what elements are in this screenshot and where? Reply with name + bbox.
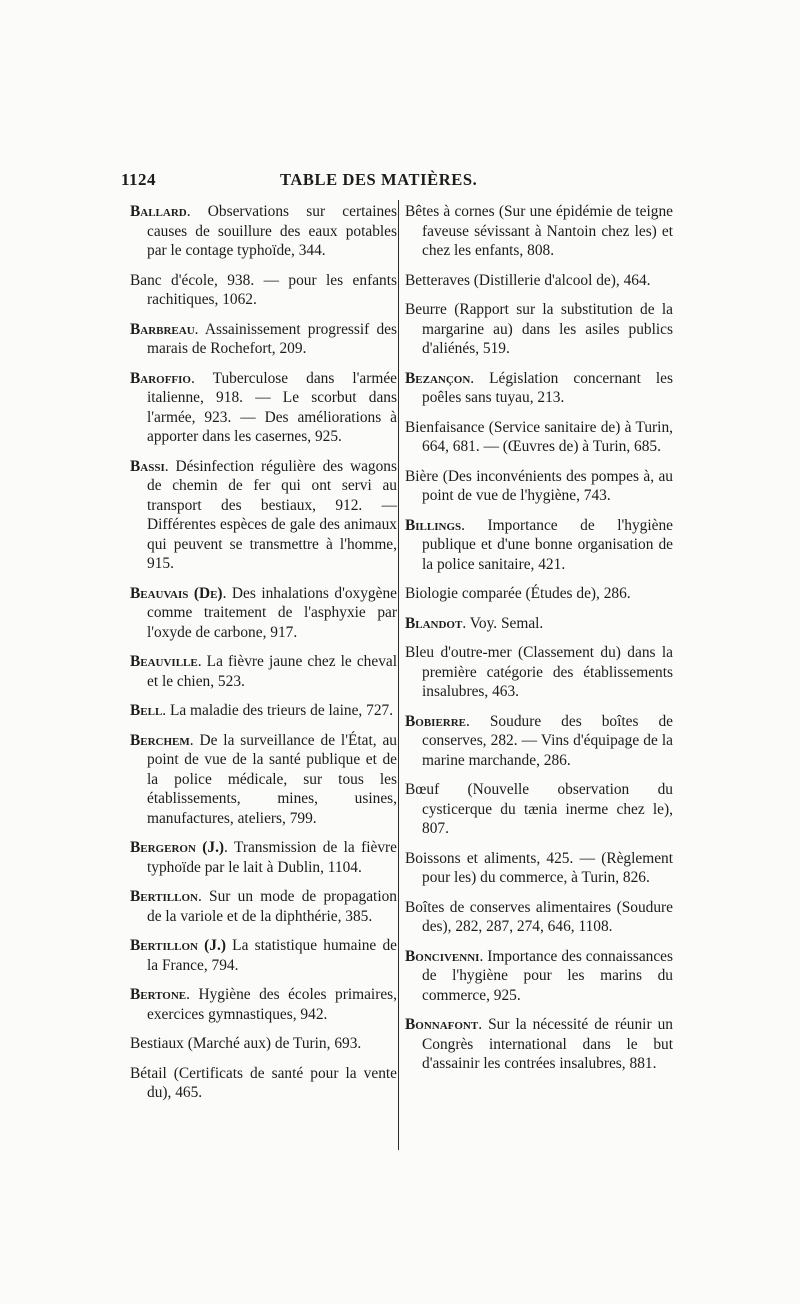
index-entry [405,584,673,604]
entry-text: Biologie comparée (Études de), 286. [405,585,631,602]
entry-text: Bœuf (Nouvelle observation du cysticerque du tænia inerme chez le), 807. [405,781,673,837]
index-entry [405,947,673,1006]
entry-headword: Bergeron (J.) [130,839,225,856]
entry-text: . Assainissement progressif des marais de Rochefort, 209. [147,320,397,357]
entry-headword: Boncivenni [405,947,480,965]
index-entry [130,985,397,1024]
entry-text: . Législation concernant les poêles sans tuyau, 213. [422,369,673,406]
index-entry [130,457,397,574]
index-entry [130,320,397,359]
entry-headword: Bertillon [130,888,198,905]
index-entry [405,849,673,888]
entry-text: . Sur un mode de propagation de la variole et de la diphthérie, 385. [147,888,397,925]
entry-text: Boissons et aliments, 425. — (Règlement pour les) du commerce, à Turin, 826. [405,849,673,886]
entry-text: Bêtes à cornes (Sur une épidémie de teigne faveuse sévissant à Nantoin chez les) et chez les enfants, 808. [405,203,673,259]
entry-text: Bleu d'outre-mer (Classement du) dans la première catégorie des établissements insalubres, 463. [405,644,673,700]
entry-text: . Importance de l'hygiène publique et d'une bonne organisation de la police sanitaire, 421. [422,516,673,573]
index-entry [130,701,397,721]
entry-text: . Transmission de la fièvre typhoïde par le lait à Dublin, 1104. [147,839,397,876]
entry-text: La statistique humaine de la France, 794. [147,937,398,974]
entry-text: . Importance des connaissances de l'hygiène pour les marins du commerce, 925. [422,947,673,1004]
entry-headword: Blandot [405,614,463,632]
index-entry [405,712,673,771]
index-entry [405,516,673,575]
entry-text: . Soudure des boîtes de conserves, 282. — Vins d'équipage de la marine marchande, 286. [422,712,673,769]
entry-text: . Sur la nécessité de réunir un Congrès international dans le but d'assainir les contrées insalubres, 881. [422,1016,673,1072]
index-entry [130,271,397,310]
index-entry [405,418,673,457]
entry-headword: Beauvais (De) [130,584,223,602]
index-entry [405,780,673,839]
index-entry [130,369,397,447]
index-entry [405,300,673,359]
entry-text: . De la surveillance de l'État, au point de vue de la santé publique et de la police médicale, sur tous les établissements, mines, usines, manufactures, ateliers, 799. [147,731,397,827]
entry-headword: Ballard [130,203,187,220]
index-entry [405,467,673,506]
index-entry [405,202,673,261]
entry-text: Bétail (Certificats de santé pour la vente du), 465. [130,1064,397,1101]
entry-text: Betteraves (Distillerie d'alcool de), 464. [405,271,651,289]
entry-headword: Bobierre [405,712,467,730]
running-head: TABLE DES MATIÈRES. [280,170,478,189]
entry-headword: Berchem [130,731,190,749]
index-entry [130,584,397,643]
index-entry [405,271,673,291]
index-entry [405,643,673,702]
entry-text: Boîtes de conserves alimentaires (Soudure des), 282, 287, 274, 646, 1108. [405,898,673,935]
index-entry [130,1064,397,1103]
index-entry [405,369,673,408]
entry-headword: Bell [130,702,163,719]
entry-text: Banc d'école, 938. — pour les enfants rachitiques, 1062. [130,271,397,308]
index-column-left [130,202,397,1113]
index-entry [130,1034,397,1054]
entry-headword: Billings [405,516,462,534]
entry-text: . Observations sur certaines causes de souillure des eaux potables par le contage typhoïde, 344. [147,203,397,259]
entry-text: . La maladie des trieurs de laine, 727. [162,702,394,719]
index-entry [405,614,673,634]
entry-headword: Bezançon [405,369,471,387]
entry-text: Bienfaisance (Service sanitaire de) à Turin, 664, 681. — (Œuvres de) à Turin, 685. [405,418,673,455]
index-entry [130,652,397,691]
entry-text: Bestiaux (Marché aux) de Turin, 693. [130,1035,362,1052]
entry-headword: Baroffio [130,369,191,387]
entry-text: . Voy. Semal. [462,614,544,632]
index-column-right [405,202,673,1084]
entry-text: . Désinfection régulière des wagons de chemin de fer qui ont servi au transport des bestiaux, 912. — Différentes espèces de gale des animaux qui peuvent se transmettre à l'homme, 915. [147,457,397,572]
index-entry [405,1015,673,1074]
entry-headword: Bertone [130,986,187,1003]
entry-text: . Des inhalations d'oxygène comme traitement de l'asphyxie par l'oxyde de carbone, 917. [147,584,397,641]
entry-headword: Bassi [130,457,165,475]
entry-text: Bière (Des inconvénients des pompes à, au point de vue de l'hygiène, 743. [405,467,673,504]
index-entry [130,731,397,829]
index-entry [130,838,397,877]
index-entry [405,898,673,937]
entry-text: . Hygiène des écoles primaires, exercices gymnastiques, 942. [147,986,397,1023]
index-entry [130,936,397,975]
entry-text: . La fièvre jaune chez le cheval et le chien, 523. [147,653,397,690]
index-entry [130,887,397,926]
entry-headword: Bonnafont [405,1016,479,1033]
index-entry [130,202,397,261]
entry-text: Beurre (Rapport sur la substitution de la margarine au) dans les asiles publics d'aliénés, 519. [405,301,673,357]
page-number: 1124 [121,170,157,189]
entry-headword: Barbreau [130,320,195,338]
entry-headword: Beauville [130,653,198,670]
entry-text: . Tuberculose dans l'armée italienne, 918. — Le scorbut dans l'armée, 923. — Des améliorations à apporter dans les casernes, 925. [147,369,397,445]
entry-headword: Bertillon (J.) [130,937,226,954]
column-divider [398,200,399,1150]
